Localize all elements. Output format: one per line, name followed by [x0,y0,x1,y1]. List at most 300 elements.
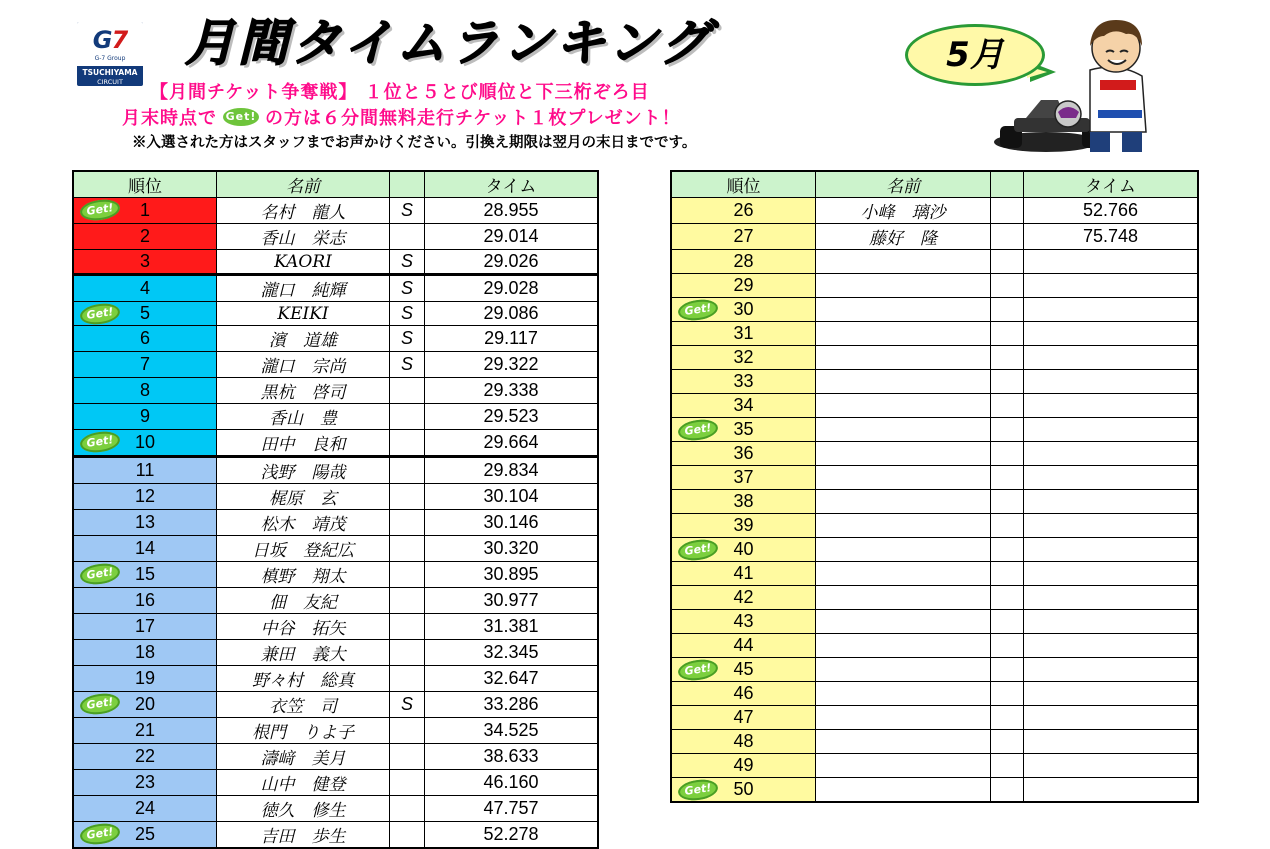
class-s-cell [991,658,1024,682]
table-row [671,224,1198,250]
rank-number: 50 [733,779,754,799]
get-badge-icon: Get! [79,692,121,717]
rank-number: 17 [134,616,156,636]
rank-cell [73,562,217,588]
rank-number: 33 [733,371,754,391]
class-s-cell [991,490,1024,514]
class-s-cell [991,346,1024,370]
lap-time-cell: 33.286 [425,692,599,718]
driver-name-cell: 槙野 翔太 [217,562,390,588]
rank-number: 15 [134,564,156,584]
table-row [671,730,1198,754]
class-s-cell [991,538,1024,562]
driver-name-cell: 香山 栄志 [217,224,390,250]
table-row [671,466,1198,490]
driver-name-cell: 日坂 登紀広 [217,536,390,562]
lap-time-cell: 30.895 [425,562,599,588]
get-badge-icon: Get! [223,108,259,126]
driver-name-cell [816,274,991,298]
table-row [73,640,598,666]
driver-name-cell: 田中 良和 [217,430,390,457]
class-s-cell [390,614,425,640]
rank-cell [73,250,217,275]
rank-number: 49 [733,755,754,775]
mascot-driver-illustration [986,14,1156,156]
rank-number: 29 [733,275,754,295]
promo-line-2a: 月末時点で [122,108,217,129]
rank-number: 35 [733,419,754,439]
lap-time-cell [1024,298,1199,322]
driver-name-cell [816,370,991,394]
driver-name-cell: KAORI [217,250,390,275]
rank-number: 3 [139,251,150,271]
driver-name-cell: 濱 道雄 [217,326,390,352]
lap-time-cell: 38.633 [425,744,599,770]
rank-cell [73,744,217,770]
driver-name-cell: 名村 龍人 [217,198,390,224]
driver-name-cell [816,490,991,514]
lap-time-cell: 29.664 [425,430,599,457]
lap-time-cell: 31.381 [425,614,599,640]
rank-cell [73,640,217,666]
class-s-cell [390,224,425,250]
get-badge-icon: Get! [677,658,719,682]
class-s-cell [390,640,425,666]
rank-cell [73,378,217,404]
table-row [73,326,598,352]
rank-cell [671,706,816,730]
get-badge-icon: Get! [677,778,719,803]
driver-name-cell: 野々村 総真 [217,666,390,692]
driver-name-cell: 吉田 歩生 [217,822,390,849]
lap-time-cell: 29.834 [425,457,599,484]
promo-line-2 [122,104,922,130]
class-s-cell [390,666,425,692]
rank-cell [73,718,217,744]
lap-time-cell: 29.523 [425,404,599,430]
table-row [73,457,598,484]
lap-time-cell: 32.345 [425,640,599,666]
rank-number: 46 [733,683,754,703]
rank-number: 47 [733,707,754,727]
rank-number: 11 [135,460,155,480]
rank-cell [73,692,217,718]
get-badge-icon: Get! [79,430,121,455]
lap-time-cell [1024,682,1199,706]
page-title: 月間タイムランキング [185,14,713,72]
driver-name-cell: KEIKI [217,302,390,326]
class-s-cell: S [390,692,425,718]
table-row [671,298,1198,322]
rank-cell [671,250,816,274]
rank-cell [671,610,816,634]
class-s-cell: S [390,352,425,378]
lap-time-cell: 28.955 [425,198,599,224]
rank-cell [73,666,217,692]
table-row [73,302,598,326]
table-row [73,562,598,588]
class-s-cell: S [390,302,425,326]
rank-cell [671,562,816,586]
class-s-cell [991,298,1024,322]
class-s-cell [390,430,425,457]
rank-number: 27 [733,226,754,246]
lap-time-cell: 29.028 [425,275,599,302]
table-row [671,778,1198,803]
table-row [671,658,1198,682]
table-row [671,490,1198,514]
rank-number: 24 [134,798,156,818]
rank-number: 4 [139,278,150,298]
table-row [671,322,1198,346]
class-s-cell [991,562,1024,586]
class-s-cell [991,442,1024,466]
logo-mark [77,26,143,54]
rank-cell [73,457,217,484]
class-s-cell [991,514,1024,538]
rank-cell [73,484,217,510]
lap-time-cell: 34.525 [425,718,599,744]
driver-name-cell [816,730,991,754]
rank-cell [671,442,816,466]
rank-number: 48 [733,731,754,751]
driver-name-cell [816,250,991,274]
class-s-cell [390,457,425,484]
driver-name-cell: 山中 健登 [217,770,390,796]
lap-time-cell [1024,706,1199,730]
table-row [73,536,598,562]
rank-number: 5 [139,303,150,323]
rank-number: 34 [733,395,754,415]
driver-name-cell [816,514,991,538]
rank-cell [671,682,816,706]
table-row [73,510,598,536]
ranking-table-right [670,170,1199,803]
driver-name-cell: 黒杭 啓司 [217,378,390,404]
table-row [671,610,1198,634]
table-row [73,404,598,430]
lap-time-cell: 30.320 [425,536,599,562]
lap-time-cell [1024,322,1199,346]
table-row [671,346,1198,370]
table-row [73,614,598,640]
class-s-cell [991,706,1024,730]
lap-time-cell [1024,370,1199,394]
rank-number: 39 [733,515,754,535]
rank-cell [73,302,217,326]
lap-time-cell: 29.026 [425,250,599,275]
driver-name-cell: 小峰 璃沙 [816,198,991,224]
rank-cell [73,588,217,614]
ranking-table-left [72,170,599,849]
lap-time-cell: 29.086 [425,302,599,326]
lap-time-cell: 52.766 [1024,198,1199,224]
rank-cell [671,538,816,562]
table-row [73,430,598,457]
rank-number: 45 [733,659,754,679]
class-s-cell [991,610,1024,634]
rank-cell [671,274,816,298]
table-row [73,744,598,770]
lap-time-cell: 30.977 [425,588,599,614]
lap-time-cell [1024,778,1199,803]
class-s-cell [991,274,1024,298]
driver-name-cell [816,754,991,778]
rank-number: 2 [139,226,150,246]
class-s-cell [390,744,425,770]
driver-name-cell [816,394,991,418]
lap-time-cell: 52.278 [425,822,599,849]
class-s-cell: S [390,275,425,302]
lap-time-cell: 29.117 [425,326,599,352]
logo-group-text: G-7 Group [94,55,126,62]
rank-cell [671,754,816,778]
rank-number: 6 [139,328,150,348]
class-s-cell: S [390,198,425,224]
rank-number: 14 [134,538,156,558]
rank-cell [671,490,816,514]
logo-mark-g: G [92,26,112,54]
column-s-header [991,171,1024,198]
table-row [671,250,1198,274]
promo-line-1: 【月間チケット争奪戦】 １位と５とび順位と下三桁ぞろ目 [150,82,650,103]
lap-time-cell [1024,442,1199,466]
class-s-cell [991,394,1024,418]
lap-time-cell [1024,250,1199,274]
lap-time-cell [1024,634,1199,658]
rank-number: 42 [733,587,754,607]
driver-name-cell [816,442,991,466]
lap-time-cell [1024,562,1199,586]
rank-cell [73,536,217,562]
lap-time-cell: 46.160 [425,770,599,796]
rank-cell [671,394,816,418]
class-s-cell [390,378,425,404]
driver-name-cell [816,346,991,370]
rank-number: 36 [733,443,754,463]
logo-name-line2: CIRCUIT [97,78,123,86]
driver-name-cell: 松木 靖茂 [217,510,390,536]
rank-cell [671,322,816,346]
lap-time-cell [1024,730,1199,754]
rank-number: 7 [139,354,150,374]
driver-name-cell: 藤好 隆 [816,224,991,250]
table-row [73,822,598,849]
lap-time-cell [1024,658,1199,682]
driver-name-cell: 梶原 玄 [217,484,390,510]
rank-number: 32 [733,347,754,367]
lap-time-cell [1024,346,1199,370]
lap-time-cell [1024,418,1199,442]
lap-time-cell: 30.104 [425,484,599,510]
rank-number: 31 [733,323,754,343]
rank-number: 21 [134,720,156,740]
class-s-cell [991,586,1024,610]
driver-name-cell [816,778,991,803]
rank-number: 38 [733,491,754,511]
class-s-cell [390,822,425,849]
rank-cell [671,514,816,538]
rank-cell [671,466,816,490]
class-s-cell [991,466,1024,490]
table-row [671,538,1198,562]
table-row [73,250,598,275]
class-s-cell [991,778,1024,803]
class-s-cell [390,484,425,510]
class-s-cell [390,770,425,796]
class-s-cell [991,418,1024,442]
rank-cell [73,822,217,849]
class-s-cell [390,510,425,536]
class-s-cell [991,198,1024,224]
lap-time-cell: 30.146 [425,510,599,536]
class-s-cell [991,224,1024,250]
table-row [73,770,598,796]
lap-time-cell [1024,754,1199,778]
lap-time-cell [1024,274,1199,298]
driver-name-cell [816,562,991,586]
rank-number: 8 [139,380,150,400]
rank-number: 44 [733,635,754,655]
class-s-cell [390,536,425,562]
driver-name-cell [816,466,991,490]
rank-cell [671,730,816,754]
class-s-cell: S [390,326,425,352]
get-badge-icon: Get! [79,562,121,587]
table-row [671,634,1198,658]
table-row [671,586,1198,610]
table-row [671,682,1198,706]
rank-number: 22 [134,746,156,766]
rank-number: 28 [733,251,754,271]
rank-number: 9 [139,406,150,426]
class-s-cell [991,370,1024,394]
column-rank-header: 順位 [671,171,816,198]
rank-cell [671,634,816,658]
rank-number: 13 [134,512,156,532]
rank-cell [671,198,816,224]
rank-cell [671,346,816,370]
class-s-cell [390,588,425,614]
rank-cell [671,586,816,610]
rank-cell [73,224,217,250]
class-s-cell [991,682,1024,706]
table-row [73,275,598,302]
get-badge-icon: Get! [79,198,121,223]
rank-cell [73,198,217,224]
table-row [671,442,1198,466]
table-row [73,588,598,614]
table-row [73,666,598,692]
driver-name-cell: 浅野 陽哉 [217,457,390,484]
class-s-cell [991,322,1024,346]
lap-time-cell: 29.322 [425,352,599,378]
rank-cell [73,352,217,378]
driver-name-cell: 佃 友紀 [217,588,390,614]
table-row [671,514,1198,538]
logo-mark-7: 7 [111,26,128,54]
table-header-row [73,171,598,198]
get-badge-icon: Get! [677,538,719,562]
rank-cell [73,770,217,796]
get-badge-icon: Get! [79,302,121,326]
driver-name-cell [816,322,991,346]
column-rank-header: 順位 [73,171,217,198]
rank-number: 18 [134,642,156,662]
driver-name-cell: 中谷 拓矢 [217,614,390,640]
rank-number: 10 [134,432,156,452]
logo-name-line1: TSUCHIYAMA [82,68,138,77]
table-row [671,198,1198,224]
rank-cell [671,224,816,250]
lap-time-cell: 29.014 [425,224,599,250]
rank-cell [671,658,816,682]
rank-number: 23 [134,772,156,792]
table-row [671,394,1198,418]
column-name-header: 名前 [217,171,390,198]
circuit-logo [77,22,143,86]
notice-line: ※入選された方はスタッフまでお声かけください。引換え期限は翌月の末日までです。 [132,134,697,151]
driver-name-cell: 瀧口 宗尚 [217,352,390,378]
table-row [671,418,1198,442]
table-row [671,754,1198,778]
column-time-header: タイム [425,171,599,198]
lap-time-cell: 75.748 [1024,224,1199,250]
rank-cell [73,510,217,536]
lap-time-cell [1024,490,1199,514]
get-badge-icon: Get! [677,418,719,442]
driver-name-cell: 徳久 修生 [217,796,390,822]
rank-number: 20 [134,694,156,714]
driver-name-cell: 瀧口 純輝 [217,275,390,302]
table-row [73,718,598,744]
table-row [73,484,598,510]
lap-time-cell: 32.647 [425,666,599,692]
rank-number: 43 [733,611,754,631]
driver-name-cell: 濤﨑 美月 [217,744,390,770]
rank-cell [73,326,217,352]
rank-cell [671,370,816,394]
rank-number: 25 [134,824,156,844]
rank-cell [671,778,816,803]
driver-name-cell: 兼田 義大 [217,640,390,666]
column-name-header: 名前 [816,171,991,198]
rank-number: 12 [134,486,156,506]
rank-cell [73,614,217,640]
rank-cell [671,298,816,322]
lap-time-cell: 47.757 [425,796,599,822]
rank-number: 40 [733,539,754,559]
table-header-row [671,171,1198,198]
driver-name-cell [816,634,991,658]
lap-time-cell [1024,514,1199,538]
table-row [73,378,598,404]
class-s-cell [991,730,1024,754]
table-row [671,274,1198,298]
month-badge: 5月 [905,24,1045,86]
promo-line-2b: の方は６分間無料走行チケット１枚プレゼント！ [265,108,681,129]
lap-time-cell [1024,466,1199,490]
driver-name-cell: 根門 りよ子 [217,718,390,744]
table-row [73,198,598,224]
class-s-cell [991,250,1024,274]
rank-cell [73,275,217,302]
driver-name-cell [816,658,991,682]
table-row [671,562,1198,586]
driver-name-cell [816,298,991,322]
class-s-cell [991,634,1024,658]
rank-cell [73,404,217,430]
